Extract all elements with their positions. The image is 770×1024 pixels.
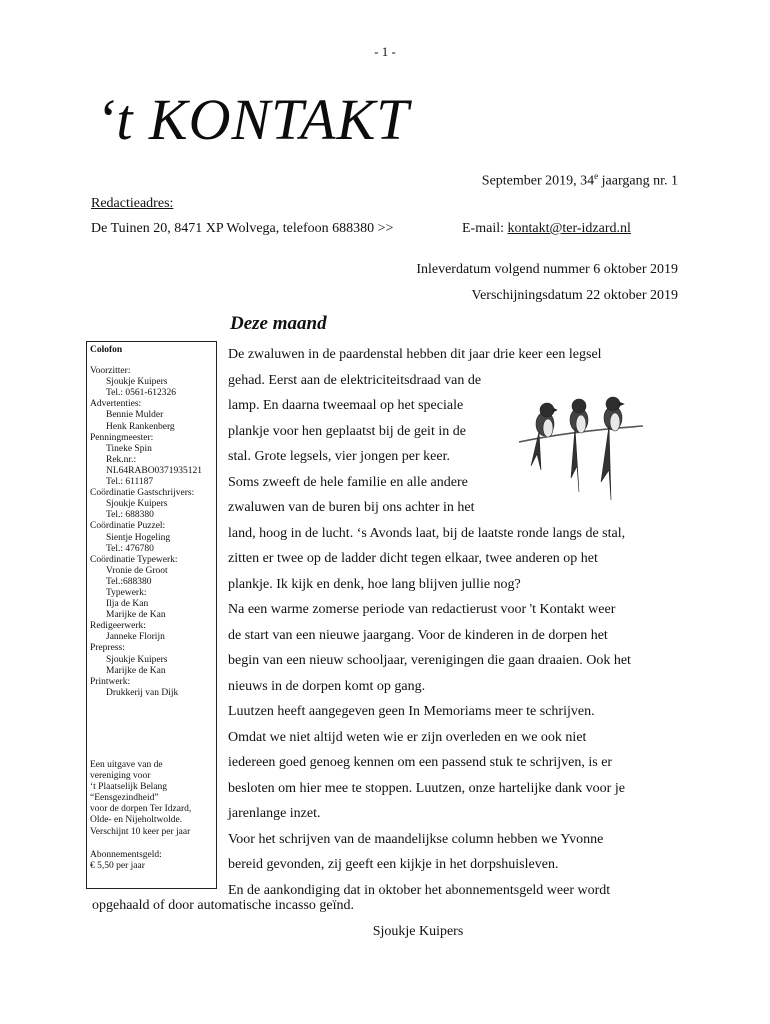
colofon-abonnement-line: Abonnementsgeld: — [90, 850, 162, 860]
inleverdatum: Inleverdatum volgend nummer 6 oktober 2019 — [416, 262, 678, 277]
colofon-line: Vronie de Groot — [106, 565, 168, 576]
colofon-line: NL64RABO0371935121 — [106, 465, 203, 476]
colofon-abonnement-line: € 5,50 per jaar — [90, 861, 145, 872]
colofon-publisher-line: Een uitgave van de — [90, 760, 163, 770]
colofon-publisher-line: ‘t Plaatselijk Belang — [90, 782, 168, 793]
article-line: Luutzen heeft aangegeven geen In Memoriams meer te schrijven. — [228, 704, 595, 719]
colofon-line: Drukkerij van Dijk — [106, 687, 179, 698]
article-line: iedereen goed genoeg kennen om een passend stuk te schrijven, is er — [228, 755, 613, 770]
colofon-publisher-line: vereniging voor — [90, 771, 151, 782]
colofon-line: Marijke de Kan — [106, 665, 166, 676]
article-last-line: opgehaald of door automatische incasso geïnd. — [92, 898, 355, 913]
colofon-publisher — [90, 760, 216, 838]
redactie-label: Redactieadres: — [91, 196, 174, 211]
issue-prefix: September 2019, 34 — [481, 173, 595, 189]
colofon-line: Penningmeester: — [90, 432, 154, 443]
colofon-line: Ilja de Kan — [106, 599, 149, 610]
swallows-illustration — [517, 396, 645, 508]
article-line: Voor het schrijven van de maandelijkse column hebben we Yvonne — [228, 831, 604, 847]
article-line: En de aankondiging dat in oktober het abonnementsgeld weer wordt — [228, 882, 611, 898]
colofon-line: Bennie Mulder — [106, 410, 164, 421]
colofon-line: Prepress: — [90, 643, 125, 654]
article-line: de start van een nieuwe jaargang. Voor de kinderen in de dorpen het — [228, 627, 608, 643]
swallow-2 — [570, 399, 588, 492]
colofon-abonnement — [90, 850, 216, 872]
article-line: stal. Grote legsels, vier jongen per keer. — [228, 449, 450, 464]
verschijningsdatum: Verschijningsdatum 22 oktober 2019 — [471, 288, 678, 303]
colofon-line: Tineke Spin — [106, 443, 152, 454]
article-line: plankje. Ik kijk en denk, hoe lang blijven jullie nog? — [228, 576, 521, 592]
swallow-3 — [601, 397, 624, 500]
article-line: De zwaluwen in de paardenstal hebben dit jaar drie keer een legsel — [228, 347, 602, 362]
article-line: bereid gevonden, zij geeft een kijkje in het dorpshuisleven. — [228, 857, 559, 872]
article-line: lamp. En daarna tweemaal op het speciale — [228, 398, 464, 413]
article-line: jarenlange inzet. — [228, 806, 321, 821]
colofon-line: Sjoukje Kuipers — [106, 499, 168, 510]
article-line: land, hoog in de lucht. ‘s Avonds laat, bij de laatste ronde langs de stal, — [228, 525, 626, 541]
email-link[interactable]: kontakt@ter-idzard.nl — [507, 221, 631, 236]
issue-line — [482, 171, 678, 190]
colofon-line: Printwerk: — [90, 676, 131, 687]
article-line: besloten om hier mee te stoppen. Luutzen, onze hartelijke dank voor je — [228, 780, 625, 796]
redactie-address: De Tuinen 20, 8471 XP Wolvega, telefoon 688380 >> — [91, 221, 394, 236]
email-label: E-mail: — [462, 221, 508, 236]
article-line: zitten er twee op de ladder dicht tegen elkaar, twee anderen op het — [228, 551, 598, 566]
colofon-line: Sjoukje Kuipers — [106, 377, 168, 388]
colofon-publisher-line: Verschijnt 10 keer per jaar — [90, 826, 191, 837]
colofon-line: Coördinatie Gastschrijvers: — [90, 488, 195, 499]
issue-sup: e — [594, 171, 599, 181]
colofon-line: Tel.:688380 — [106, 576, 152, 587]
article-line: zwaluwen van de buren bij ons achter in het — [228, 500, 475, 515]
article-line: Na een warme zomerse periode van redactierust voor 't Kontakt weer — [228, 602, 616, 617]
colofon-title: Colofon — [90, 345, 123, 355]
colofon-line: Janneke Florijn — [106, 632, 165, 643]
colofon-line: Marijke de Kan — [106, 610, 166, 621]
colofon-line: Henk Rankenberg — [106, 421, 175, 432]
colofon-box — [86, 341, 217, 889]
colofon-line: Voorzitter: — [90, 366, 131, 377]
colofon-line: Tel.: 0561-612326 — [106, 388, 177, 399]
colofon-publisher-line: Olde- en Nijeholtwolde. — [90, 815, 183, 826]
article-line: Omdat we niet altijd weten wie er zijn overleden en we ook niet — [228, 729, 587, 745]
colofon-line: Coördinatie Typewerk: — [90, 554, 178, 565]
colofon-publisher-line: voor de dorpen Ter Idzard, — [90, 804, 192, 815]
colofon-publisher-line: “Eensgezindheid” — [90, 793, 159, 804]
colofon-line: Advertenties: — [90, 399, 142, 410]
section-title: Deze maand — [230, 313, 327, 334]
colofon-line: Redigeerwerk: — [90, 621, 146, 632]
colofon-line: Tel.: 611187 — [106, 477, 154, 488]
signature: Sjoukje Kuipers — [372, 924, 464, 939]
email-line — [462, 221, 631, 237]
colofon-line: Coördinatie Puzzel: — [90, 521, 166, 532]
issue-suffix: jaargang nr. 1 — [598, 173, 678, 189]
article-line: Soms zweeft de hele familie en alle andere — [228, 474, 468, 490]
colofon-line: Tel.: 476780 — [106, 543, 154, 554]
colofon-list — [90, 366, 216, 699]
page-number: - 1 - — [374, 44, 396, 59]
colofon-line: Rek.nr.: — [106, 454, 137, 465]
colofon-line: Sientje Hogeling — [106, 532, 171, 543]
masthead-title: ‘t KONTAKT — [96, 87, 410, 152]
article-line: gehad. Eerst aan de elektriciteitsdraad van de — [228, 372, 482, 388]
article-line: begin van een nieuw schooljaar, verenigingen die gaan draaien. Ook het — [228, 653, 631, 668]
colofon-line: Typewerk: — [106, 587, 147, 598]
article-line: plankje voor hen geplaatst bij de geit in de — [228, 423, 466, 439]
colofon-line: Tel.: 688380 — [106, 510, 154, 521]
article-line: nieuws in de dorpen komt op gang. — [228, 678, 426, 694]
colofon-line: Sjoukje Kuipers — [106, 654, 168, 665]
